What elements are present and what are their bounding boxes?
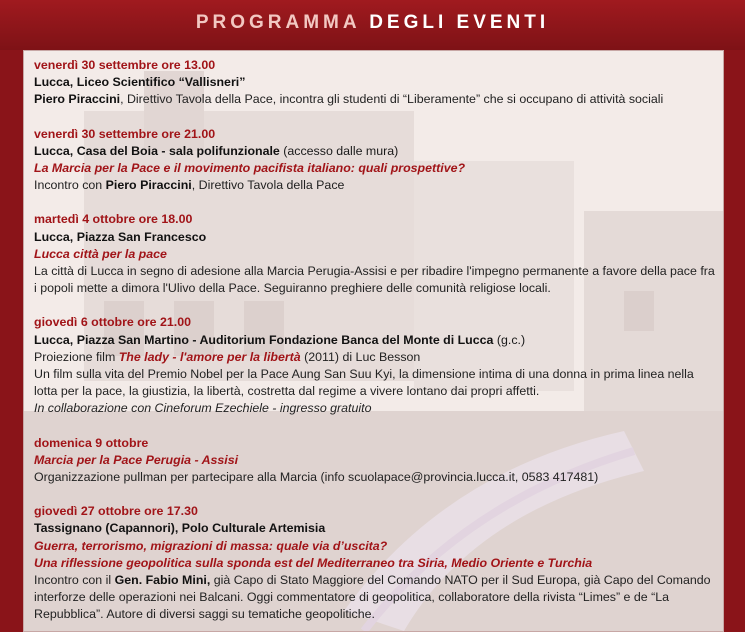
event-item (34, 57, 718, 109)
header-banner (0, 0, 745, 50)
event-place: Lucca, Piazza San Francesco (34, 229, 207, 244)
title-part-1: PROGRAMMA (195, 12, 360, 33)
event-item (34, 435, 718, 487)
event-speaker: Piero Piraccini (34, 92, 121, 107)
event-speaker: Piero Piraccini (105, 178, 192, 193)
event-place: Tassignano (Capannori), Polo Culturale Artemisia (34, 521, 326, 536)
event-description: Organizzazione pullman per partecipare alla Marcia (info scuolapace@provincia.lucca.it, 0583 417481) (34, 470, 599, 485)
event-date: giovedì 6 ottobre ore 21.00 (34, 315, 191, 330)
event-description-prefix: Incontro con il (34, 573, 115, 588)
event-date: venerdì 30 settembre ore 13.00 (34, 58, 216, 72)
event-place-extra: (g.c.) (493, 332, 526, 347)
event-title: La Marcia per la Pace e il movimento pacifista italiano: quali prospettive? (34, 161, 466, 176)
event-description-prefix: Incontro con (34, 178, 106, 193)
event-description (34, 91, 718, 108)
event-speaker: Gen. Fabio Mini, (114, 573, 211, 588)
event-description: La città di Lucca in segno di adesione alla Marcia Perugia-Assisi e per ribadire l'impegno permanente a favore della pace fra i popoli mette a dimora l'Ulivo della Pace. Seguiranno preghiere delle comunità religiose locali. (34, 264, 715, 296)
event-description (34, 572, 718, 624)
event-place-extra: (accesso dalle mura) (279, 143, 399, 158)
event-item (34, 211, 718, 297)
event-title: Guerra, terrorismo, migrazioni di massa: quale via d’uscita? (34, 538, 388, 553)
event-title: Lucca città per la pace (34, 246, 167, 261)
event-note: In collaborazione con Cineforum Ezechiele - ingresso gratuito (34, 401, 372, 416)
title-part-2: DEGLI EVENTI (369, 12, 550, 33)
event-place-line (34, 332, 718, 349)
event-description: Un film sulla vita del Premio Nobel per la Pace Aung San Suu Kyi, la dimensione intima di una donna in prima linea nella lotta per la pace, la giustizia, la libertà, costretta dal regime a vivere lontano dai propri affetti. (34, 367, 694, 399)
event-description (34, 177, 718, 194)
event-place: Lucca, Liceo Scientifico “Vallisneri” (34, 75, 246, 90)
event-item (34, 314, 718, 417)
event-description-suffix: , Direttivo Tavola della Pace (191, 178, 345, 193)
program-panel (23, 50, 724, 632)
event-item (34, 126, 718, 195)
event-title: Marcia per la Pace Perugia - Assisi (34, 452, 239, 467)
events-list (34, 57, 718, 632)
event-date: venerdì 30 settembre ore 21.00 (34, 126, 216, 141)
event-description-text: , Direttivo Tavola della Pace, incontra gli studenti di “Liberamente” che si occupano di attività sociali (120, 92, 664, 107)
page-title (0, 11, 745, 35)
film-prefix: Proiezione film (34, 349, 119, 364)
event-date: domenica 9 ottobre (34, 435, 149, 450)
event-place-line (34, 143, 718, 160)
event-film-line (34, 349, 718, 366)
film-title: The lady - l'amore per la libertà (118, 349, 301, 364)
film-suffix: (2011) di Luc Besson (300, 349, 421, 364)
event-description-suffix: già Capo di Stato Maggiore del Comando NATO per il Sud Europa, già Capo del Comando interforze delle operazioni nei Balcani. Oggi commentatore di geopolitica, collaboratore della rivista “Limes” e de “La Repubblica”. Autore di diversi saggi su tematiche geopolitiche. (34, 573, 711, 622)
event-date: giovedì 27 ottobre ore 17.30 (34, 504, 198, 519)
event-place: Lucca, Piazza San Martino - Auditorium Fondazione Banca del Monte di Lucca (34, 332, 494, 347)
event-subtitle: Una riflessione geopolitica sulla sponda est del Mediterraneo tra Siria, Medio Oriente e Turchia (34, 555, 593, 570)
event-item (34, 503, 718, 623)
event-date: martedì 4 ottobre ore 18.00 (34, 212, 193, 227)
event-place: Lucca, Casa del Boia - sala polifunzionale (34, 143, 280, 158)
